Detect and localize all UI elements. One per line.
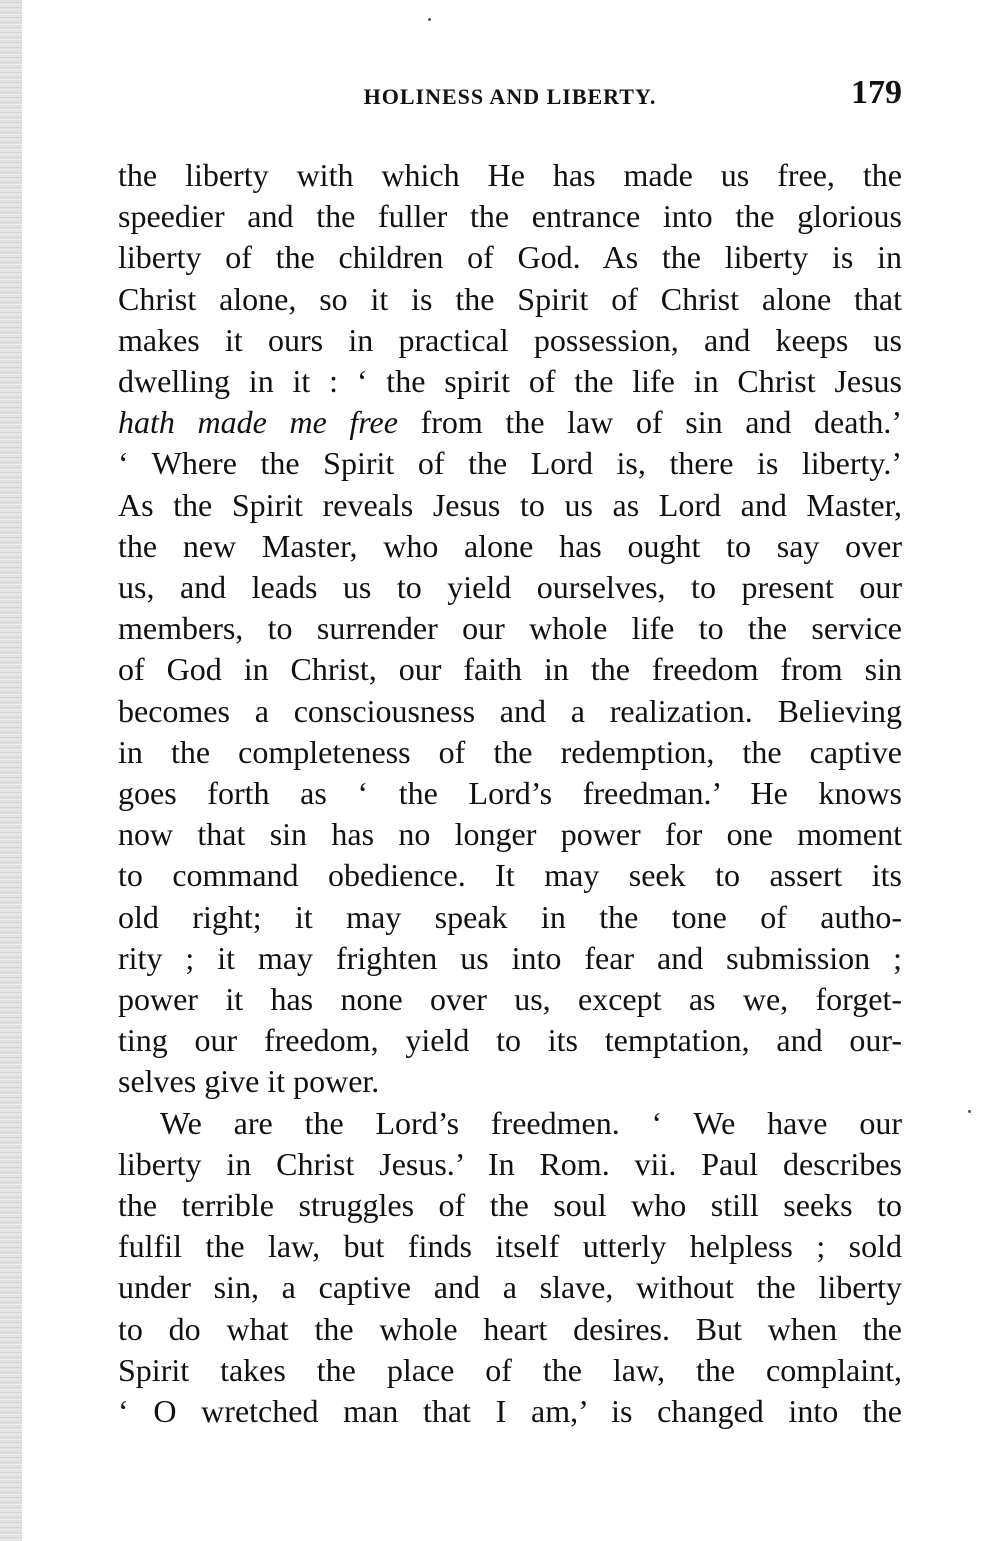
text-line: old right; it may speak in the tone of autho-: [118, 898, 902, 935]
text-line: to command obedience. It may seek to assert its: [118, 857, 902, 894]
text-line: ting our freedom, yield to its temptation, and our-: [118, 1022, 902, 1059]
text-line: Spirit takes the place of the law, the complaint,: [118, 1351, 902, 1388]
text-line: [118, 402, 902, 443]
print-speck: [428, 18, 431, 21]
text-line: speedier and the fuller the entrance into the glorious: [118, 198, 902, 235]
paragraph-1: [118, 155, 902, 1103]
text-line: ‘ Where the Spirit of the Lord is, there is liberty.’: [118, 445, 902, 482]
text-line: under sin, a captive and a slave, without the liberty: [118, 1269, 902, 1306]
text-line: liberty in Christ Jesus.’ In Rom. vii. Paul describes: [118, 1145, 902, 1182]
text-line-rest: from the law of sin and death.’: [397, 404, 903, 441]
text-line: Christ alone, so it is the Spirit of Christ alone that: [118, 280, 902, 317]
text-line: We are the Lord’s freedmen. ‘ We have our: [160, 1104, 902, 1141]
text-line: selves give it power.: [118, 1063, 380, 1100]
italic-phrase: hath made me free: [118, 404, 398, 441]
text-line: becomes a consciousness and a realization. Believing: [118, 692, 902, 729]
text-line: liberty of the children of God. As the liberty is in: [118, 239, 902, 276]
text-line: ‘ O wretched man that I am,’ is changed into the: [118, 1393, 902, 1430]
text-line: now that sin has no longer power for one moment: [118, 816, 902, 853]
body-text: [118, 155, 902, 1432]
running-title: HOLINESS AND LIBERTY.: [363, 84, 657, 109]
text-line: the new Master, who alone has ought to say over: [118, 527, 902, 564]
text-line: power it has none over us, except as we, forget-: [118, 981, 902, 1018]
page-gutter-shadow: [0, 0, 22, 1541]
running-head: [118, 74, 902, 122]
text-line: As the Spirit reveals Jesus to us as Lord and Master,: [118, 486, 902, 523]
paragraph-2: [118, 1103, 902, 1433]
page-number: 179: [851, 74, 902, 111]
text-line: us, and leads us to yield ourselves, to present our: [118, 569, 902, 606]
text-line: the liberty with which He has made us free, the: [118, 157, 902, 193]
text-line: of God in Christ, our faith in the freedom from sin: [118, 651, 902, 688]
print-speck: [968, 1110, 971, 1113]
text-line: rity ; it may frighten us into fear and submission ;: [118, 939, 902, 976]
text-line: dwelling in it : ‘ the spirit of the life in Christ Jesus: [118, 363, 902, 400]
text-line: in the completeness of the redemption, the captive: [118, 733, 902, 770]
text-line: fulfil the law, but finds itself utterly helpless ; sold: [118, 1228, 902, 1265]
text-line: to do what the whole heart desires. But when the: [118, 1310, 902, 1347]
text-line: makes it ours in practical possession, and keeps us: [118, 321, 902, 358]
text-line: the terrible struggles of the soul who still seeks to: [118, 1187, 902, 1224]
text-line: members, to surrender our whole life to the service: [118, 610, 902, 647]
text-line: goes forth as ‘ the Lord’s freedman.’ He knows: [118, 775, 902, 812]
